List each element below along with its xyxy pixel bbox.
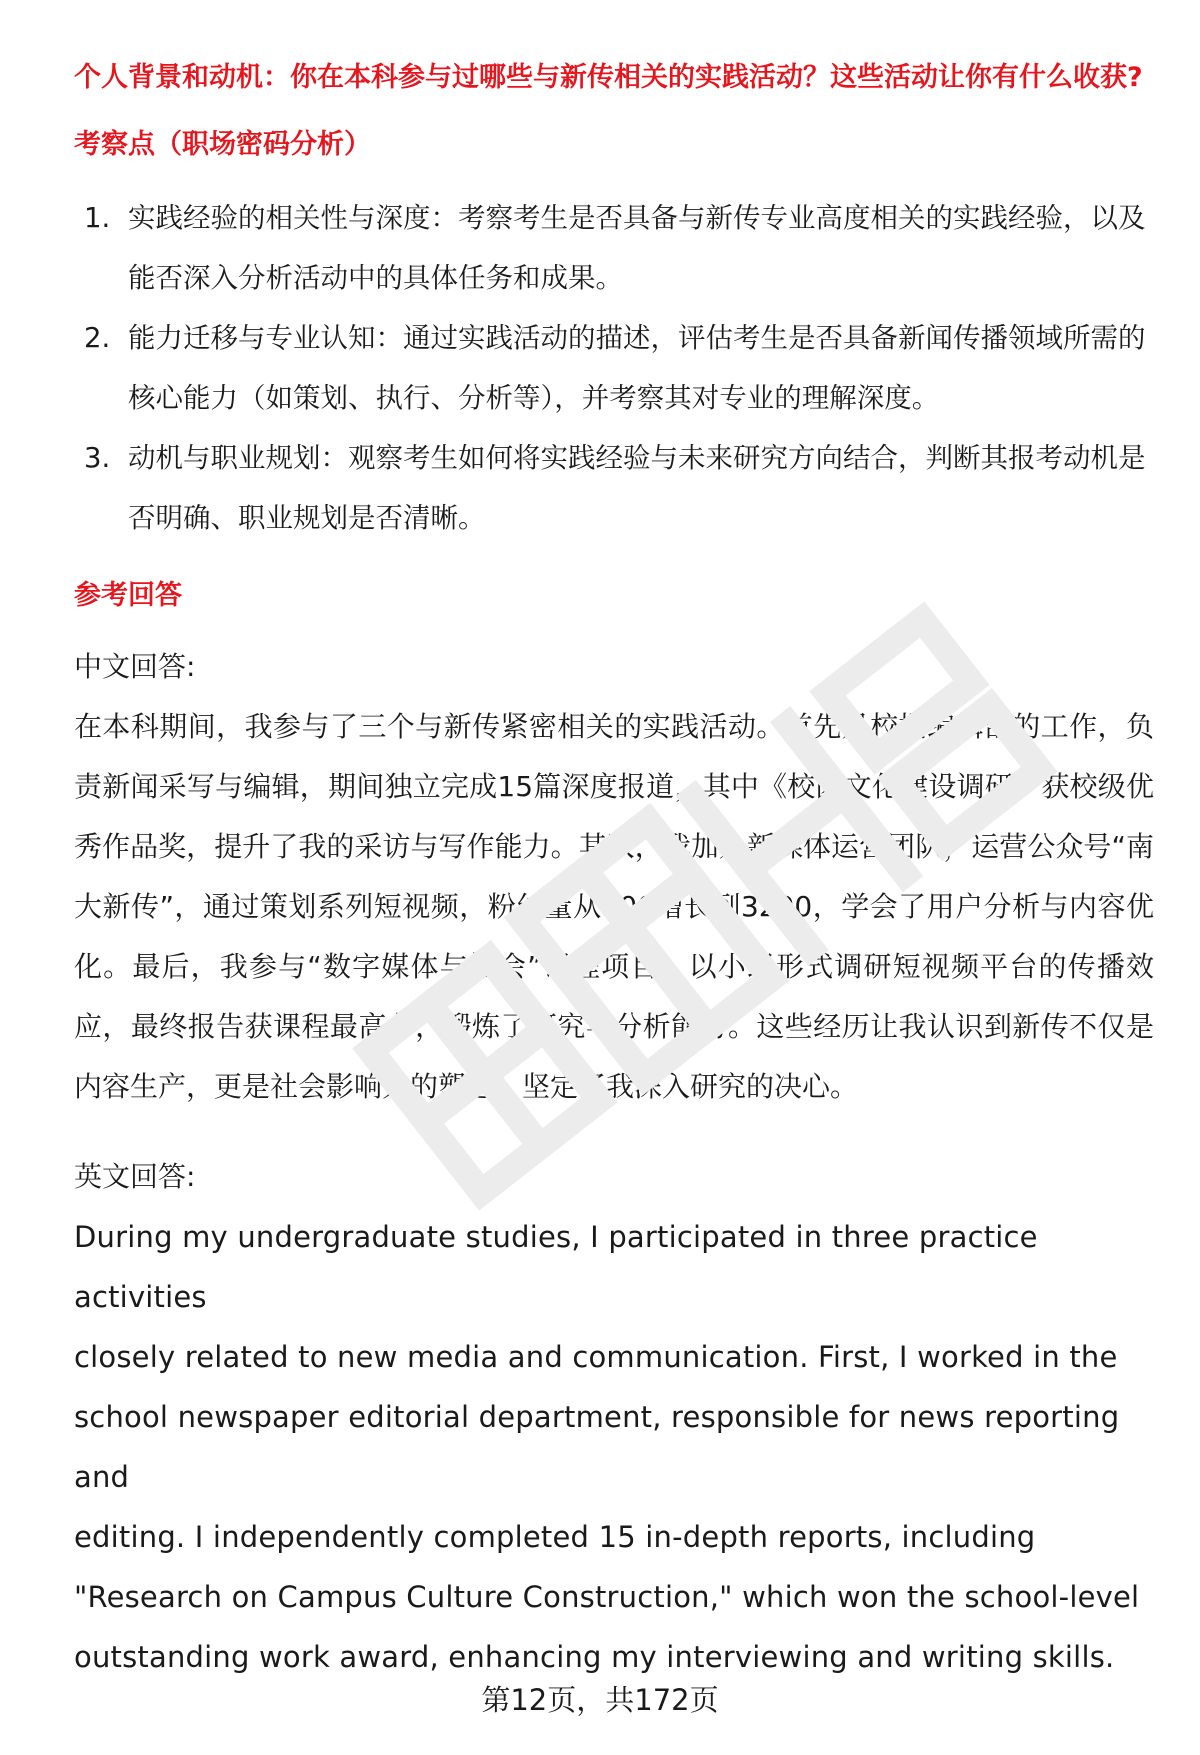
english-answer-line: closely related to new media and communication. First, I worked in the: [74, 1340, 1118, 1374]
english-answer-line: "Research on Campus Culture Construction," which won the school-level: [74, 1580, 1140, 1614]
exam-points-title: 考察点（职场密码分析）: [74, 129, 371, 160]
document-page: [74, 54, 1154, 1687]
english-answer-text: [74, 1207, 1154, 1687]
exam-points-list: [74, 188, 1154, 548]
chinese-answer-text: 在本科期间，我参与了三个与新传紧密相关的实践活动。首先是校报编辑部的工作，负责新闻采写与编辑，期间独立完成15篇深度报道，其中《校园文化建设调研》获校级优秀作品奖，提升了我的采访与写作能力。其次，我加入新媒体运营团队，运营公众号“南大新传”，通过策划系列短视频，粉丝量从500增长到3200，学会了用户分析与内容优化。最后，我参与“数字媒体与社会”课程项目，以小组形式调研短视频平台的传播效应，最终报告获课程最高分，锻炼了研究与分析能力。这些经历让我认识到新传不仅是内容生产，更是社会影响力的塑造，坚定了我深入研究的决心。: [74, 710, 1154, 1103]
page-footer: 第12页，共172页: [481, 1683, 719, 1717]
chinese-answer-label: 中文回答:: [74, 650, 196, 683]
list-item-text: 实践经验的相关性与深度：考察考生是否具备与新传专业高度相关的实践经验，以及能否深入分析活动中的具体任务和成果。: [128, 202, 1146, 294]
english-answer-label: 英文回答:: [74, 1160, 196, 1193]
english-answer-line: editing. I independently completed 15 in-depth reports, including: [74, 1520, 1036, 1554]
list-item: [74, 308, 1154, 428]
english-answer-line: outstanding work award, enhancing my interviewing and writing skills.: [74, 1640, 1115, 1674]
list-item-number: 2.: [84, 322, 111, 354]
list-item-text: 能力迁移与专业认知：通过实践活动的描述，评估考生是否具备新闻传播领域所需的核心能力（如策划、执行、分析等），并考察其对专业的理解深度。: [128, 322, 1146, 414]
list-item-number: 3.: [84, 442, 111, 474]
list-item: [74, 428, 1154, 548]
list-item-number: 1.: [84, 202, 111, 234]
list-item: [74, 188, 1154, 308]
english-answer-line: During my undergraduate studies, I participated in three practice activities: [74, 1220, 1038, 1314]
list-item-text: 动机与职业规划：观察考生如何将实践经验与未来研究方向结合，判断其报考动机是否明确、职业规划是否清晰。: [128, 442, 1146, 534]
english-answer-line: school newspaper editorial department, responsible for news reporting and: [74, 1400, 1120, 1494]
reference-answer-title: 参考回答: [74, 580, 182, 611]
question-heading: 个人背景和动机：你在本科参与过哪些与新传相关的实践活动？这些活动让你有什么收获?: [74, 62, 1143, 93]
